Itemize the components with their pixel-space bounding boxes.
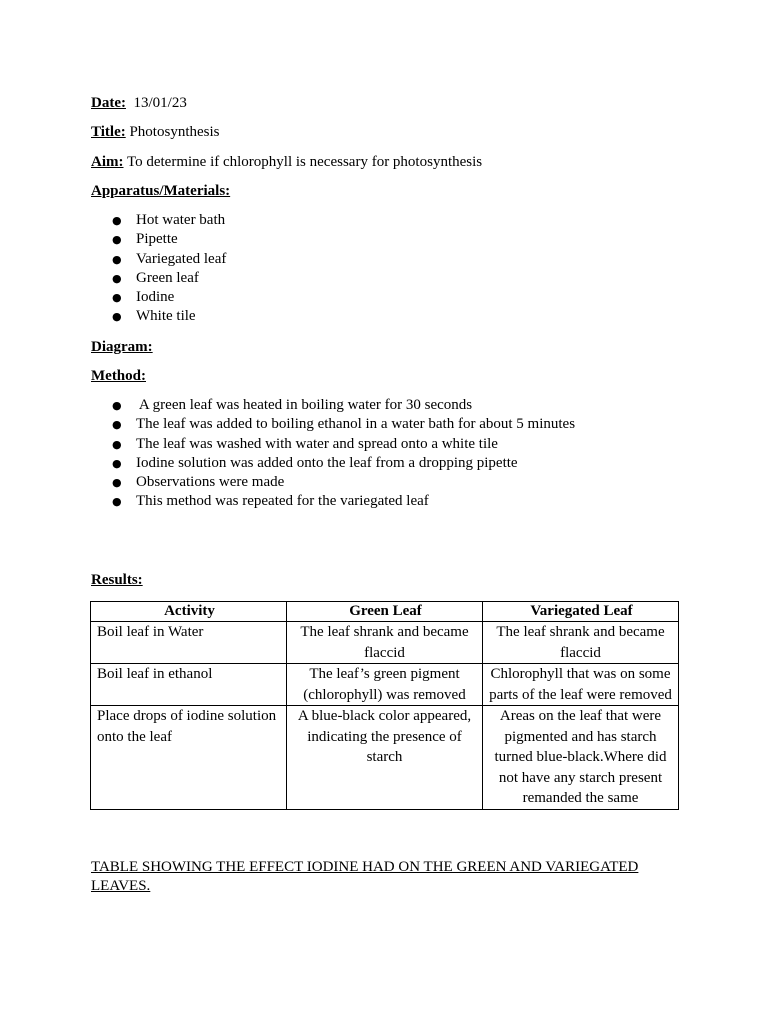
list-item: ● This method was repeated for the variegated leaf bbox=[91, 492, 575, 511]
list-item: ● The leaf was added to boiling ethanol in a water bath for about 5 minutes bbox=[91, 415, 575, 434]
table-cell: Chlorophyll that was on some parts of the leaf were removed bbox=[483, 664, 679, 706]
table-cell: Boil leaf in Water bbox=[91, 622, 287, 664]
list-item: ● Iodine solution was added onto the leaf from a dropping pipette bbox=[91, 454, 575, 473]
date-value: 13/01/23 bbox=[133, 95, 187, 111]
title-line bbox=[91, 123, 219, 142]
aim-line bbox=[91, 153, 482, 172]
table-row bbox=[91, 664, 679, 706]
method-heading-line bbox=[91, 367, 146, 386]
aim-value: To determine if chlorophyll is necessary for photosynthesis bbox=[126, 154, 483, 170]
table-cell: The leaf shrank and became flaccid bbox=[287, 622, 483, 664]
apparatus-heading-line bbox=[91, 182, 230, 201]
table-cell: Place drops of iodine solution onto the leaf bbox=[91, 706, 287, 810]
method-heading: Method: bbox=[91, 368, 146, 384]
table-cell: The leaf’s green pigment (chlorophyll) was removed bbox=[287, 664, 483, 706]
aim-label: Aim: bbox=[91, 154, 124, 170]
list-item: ● White tile bbox=[91, 307, 226, 326]
list-item: ● Iodine bbox=[91, 288, 226, 307]
apparatus-list bbox=[91, 211, 226, 327]
title-label: Title: bbox=[91, 124, 126, 140]
list-item: ● Variegated leaf bbox=[91, 250, 226, 269]
date-label: Date: bbox=[91, 95, 126, 111]
results-heading-line bbox=[91, 571, 143, 590]
column-header-variegated-leaf: Variegated Leaf bbox=[483, 602, 679, 622]
results-table bbox=[90, 601, 679, 810]
column-header-green-leaf: Green Leaf bbox=[287, 602, 483, 622]
table-row bbox=[91, 706, 679, 810]
table-row bbox=[91, 622, 679, 664]
date-line bbox=[91, 94, 187, 113]
table-cell: Boil leaf in ethanol bbox=[91, 664, 287, 706]
results-heading: Results: bbox=[91, 572, 143, 588]
list-item: ● Green leaf bbox=[91, 269, 226, 288]
method-list bbox=[91, 396, 575, 512]
table-cell: A blue-black color appeared, indicating the presence of starch bbox=[287, 706, 483, 810]
list-item: ● Observations were made bbox=[91, 473, 575, 492]
table-cell: The leaf shrank and became flaccid bbox=[483, 622, 679, 664]
column-header-activity: Activity bbox=[91, 602, 287, 622]
list-item: ● The leaf was washed with water and spread onto a white tile bbox=[91, 435, 575, 454]
list-item: ● Hot water bath bbox=[91, 211, 226, 230]
list-item: ● Pipette bbox=[91, 230, 226, 249]
title-value: Photosynthesis bbox=[129, 124, 220, 140]
diagram-heading-line bbox=[91, 338, 153, 357]
diagram-heading: Diagram: bbox=[91, 339, 153, 355]
table-caption: TABLE SHOWING THE EFFECT IODINE HAD ON THE GREEN AND VARIEGATED LEAVES. bbox=[91, 859, 639, 894]
apparatus-heading: Apparatus/Materials: bbox=[91, 183, 231, 199]
table-header-row bbox=[91, 602, 679, 622]
list-item: ● A green leaf was heated in boiling water for 30 seconds bbox=[91, 396, 575, 415]
table-cell: Areas on the leaf that were pigmented and has starch turned blue-black.Where did not have any starch present remanded the same bbox=[483, 706, 679, 810]
